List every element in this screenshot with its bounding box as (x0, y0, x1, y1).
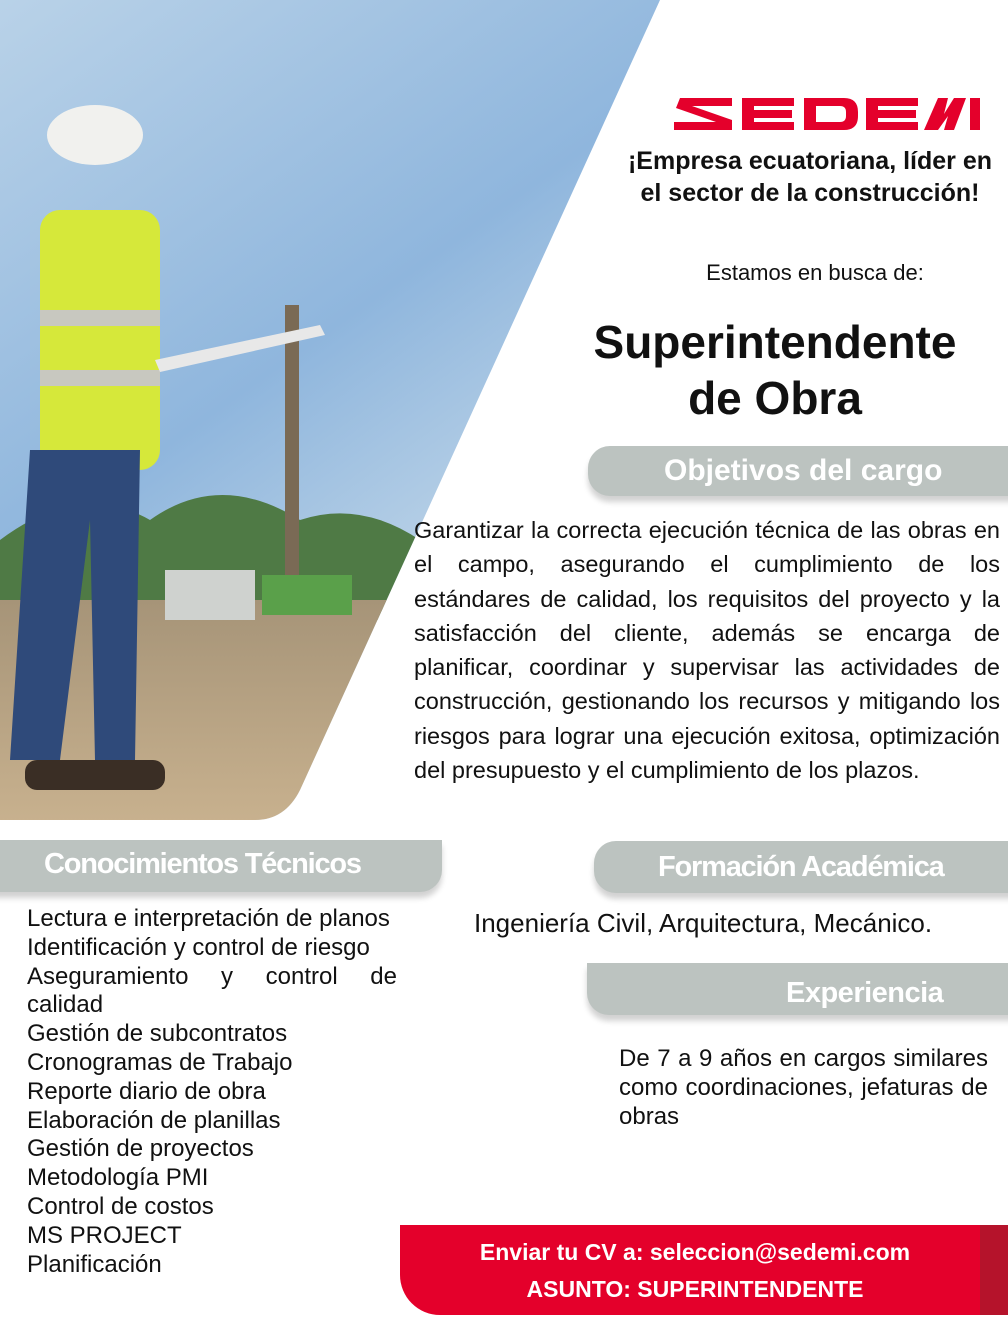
knowledge-heading-band (0, 840, 442, 892)
knowledge-list (27, 905, 397, 1279)
company-tagline: ¡Empresa ecuatoriana, líder en el sector de la construcción! (627, 147, 993, 207)
education-text: Ingeniería Civil, Arquitectura, Mecánico. (474, 908, 933, 938)
list-item: Metodología PMI (27, 1164, 209, 1192)
list-item: Control de costos (27, 1192, 214, 1220)
list-item: Planificación (27, 1250, 162, 1278)
list-item: Cronogramas de Trabajo (27, 1048, 293, 1076)
apply-banner (400, 1225, 1008, 1315)
experience-text: De 7 a 9 años en cargos similares como coordinaciones, jefaturas de obras (619, 1045, 988, 1130)
list-item: Reporte diario de obra (27, 1077, 266, 1105)
job-title (560, 314, 990, 426)
objectives-heading: Objetivos del cargo (664, 454, 943, 487)
apply-email-line: Enviar tu CV a: seleccion@sedemi.com (479, 1239, 911, 1265)
sedemi-logo (672, 94, 982, 134)
list-item: Elaboración de planillas (27, 1106, 281, 1134)
objectives-heading-band (588, 446, 1008, 496)
knowledge-heading: Conocimientos Técnicos (44, 848, 361, 880)
list-item: Aseguramiento y control de calidad (27, 962, 397, 1019)
apply-subject-line: ASUNTO: SUPERINTENDENTE (526, 1276, 864, 1302)
objectives-text: Garantizar la correcta ejecución técnica de las obras en el campo, asegurando el cumplimiento de los estándares de calidad, los requisitos del proyecto y la satisfacción del cliente, además se encarga de planificar, coordinar y supervisar las actividades de construcción, gestionando los recursos y mitigando los riesgos para lograr una ejecución exitosa, optimización del presupuesto y el cumplimiento de los plazos. (414, 517, 1000, 784)
education-heading-band (594, 841, 1008, 893)
seeking-label: Estamos en busca de: (706, 260, 924, 285)
education-heading: Formación Académica (658, 851, 944, 883)
job-title-line1: Superintendente (593, 316, 957, 368)
job-title-line2: de Obra (688, 372, 862, 424)
list-item: Gestión de subcontratos (27, 1020, 288, 1048)
list-item: Gestión de proyectos (27, 1135, 254, 1163)
list-item: Lectura e interpretación de planos (27, 905, 390, 932)
list-item: MS PROJECT (27, 1221, 182, 1249)
list-item: Identificación y control de riesgo (27, 933, 370, 961)
experience-heading-band (587, 963, 1008, 1015)
experience-heading: Experiencia (786, 977, 944, 1009)
